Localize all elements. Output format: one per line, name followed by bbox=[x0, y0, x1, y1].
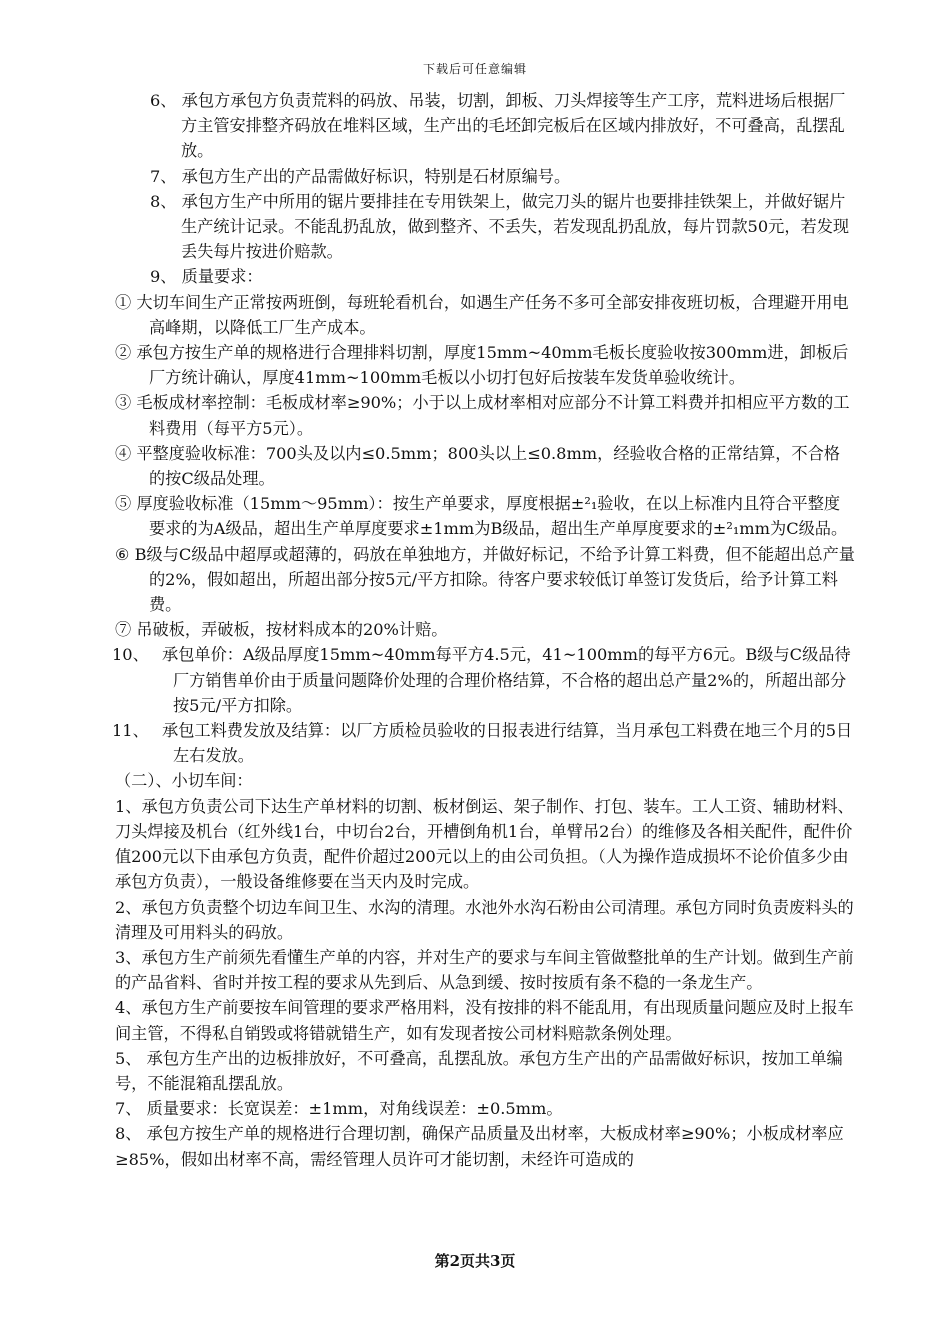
paragraph: 3、承包方生产前须先看懂生产单的内容，并对生产的要求与车间主管做整批单的生产计划。做到生产前的产品省料、省时并按工程的要求从先到后、从急到缓、按时按质有条不稳的一条龙生产。 bbox=[115, 947, 854, 993]
paragraph: ⑥ B级与C级品中超厚或超薄的，码放在单独地方，并做好标记，不给予计算工料费，但不能超出总产量的2%，假如超出，所超出部分按5元/平方扣除。待客户要求较低订单签订发货后，给予计算工料费。 bbox=[115, 544, 855, 615]
paragraph: 6、 承包方承包方负责荒料的码放、吊装，切割，卸板、刀头焊接等生产工序，荒料进场后根据厂方主管安排整齐码放在堆料区域，生产出的毛坯卸完板后在区域内排放好，不可叠高，乱摆乱放。 bbox=[150, 91, 846, 161]
section-heading: （二）、小切车间： bbox=[115, 771, 253, 791]
paragraph: 11、 承包工料费发放及结算：以厂方质检员验收的日报表进行结算，当月承包工料费在地三个月的5日左右发放。 bbox=[112, 721, 853, 766]
paragraph: 9、 质量要求： bbox=[150, 267, 263, 287]
paragraph: ③ 毛板成材率控制：毛板成材率≥90%；小于以上成材率相对应部分不计算工料费并扣相应平方数的工料费用（每平方5元）。 bbox=[115, 393, 850, 438]
paragraph: ① 大切车间生产正常按两班倒，每班轮看机台，如遇生产任务不多可全部安排夜班切板，合理避开用电高峰期，以降低工厂生产成本。 bbox=[115, 292, 849, 337]
paragraph: 7、 质量要求：长宽误差：±1mm，对角线误差：±0.5mm。 bbox=[115, 1099, 563, 1119]
document-body bbox=[112, 88, 855, 1172]
paragraph: 8、 承包方按生产单的规格进行合理切割，确保产品质量及出材率，大板成材率≥90%；小板成材率应≥85%，假如出材率不高，需经管理人员许可才能切割，未经许可造成的 bbox=[115, 1124, 844, 1169]
paragraph: 1、承包方负责公司下达生产单材料的切割、板材倒运、架子制作、打包、装车。工人工资、辅助材料、刀头焊接及机台（红外线1台，中切台2台，开槽倒角机1台，单臂吊2台）的维修及各相关配件，配件价值200元以下由承包方负责，配件价超过200元以上的由公司负担。（人为操作造成损坏不论价值多少由承包方负责），一般设备维修要在当天内及时完成。 bbox=[115, 796, 854, 892]
paragraph: 5、 承包方生产出的边板排放好，不可叠高，乱摆乱放。承包方生产出的产品需做好标识，按加工单编号，不能混箱乱摆乱放。 bbox=[115, 1048, 843, 1093]
page-header: 下载后可任意编辑 bbox=[422, 62, 527, 76]
paragraph: 8、 承包方生产中所用的锯片要排挂在专用铁架上，做完刀头的锯片也要排挂铁架上，并做好锯片生产统计记录。不能乱扔乱放，做到整齐、不丢失，若发现乱扔乱放，每片罚款50元，若发现丢失每片按进价赔款。 bbox=[150, 191, 850, 262]
paragraph: ⑦ 吊破板，弄破板，按材料成本的20%计赔。 bbox=[115, 620, 448, 640]
paragraph: 4、承包方生产前要按车间管理的要求严格用料，没有按排的料不能乱用，有出现质量问题应及时上报车间主管，不得私自销毁或将错就错生产，如有发现者按公司材料赔款条例处理。 bbox=[115, 998, 854, 1043]
paragraph: 7、 承包方生产出的产品需做好标识，特别是石材原编号。 bbox=[150, 166, 571, 186]
paragraph: ④ 平整度验收标准：700头及以内≤0.5mm；800头以上≤0.8mm，经验收合格的正常结算，不合格的按C级品处理。 bbox=[115, 443, 840, 489]
paragraph: ⑤ 厚度验收标准（15mm～95mm）：按生产单要求，厚度根据±²₁验收，在以上标准内且符合平整度要求的为A级品，超出生产单厚度要求±1mm为B级品，超出生产单厚度要求的±²₁mm为C级品。 bbox=[115, 494, 848, 539]
paragraph: 2、承包方负责整个切边车间卫生、水沟的清理。水池外水沟石粉由公司清理。承包方同时负责废料头的清理及可用料头的码放。 bbox=[115, 897, 854, 942]
paragraph: ② 承包方按生产单的规格进行合理排料切割，厚度15mm~40mm毛板长度验收按300mm进，卸板后厂方统计确认，厚度41mm~100mm毛板以小切打包好后按装车发货单验收统计。 bbox=[115, 343, 849, 388]
page-number: 第2页共3页 bbox=[434, 1252, 516, 1270]
paragraph: 10、 承包单价：A级品厚度15mm~40mm每平方4.5元，41~100mm的每平方6元。B级与C级品待厂方销售单价由于质量问题降价处理的合理价格结算，不合格的超出总产量2%的，所超出部分按5元/平方扣除。 bbox=[112, 645, 851, 715]
